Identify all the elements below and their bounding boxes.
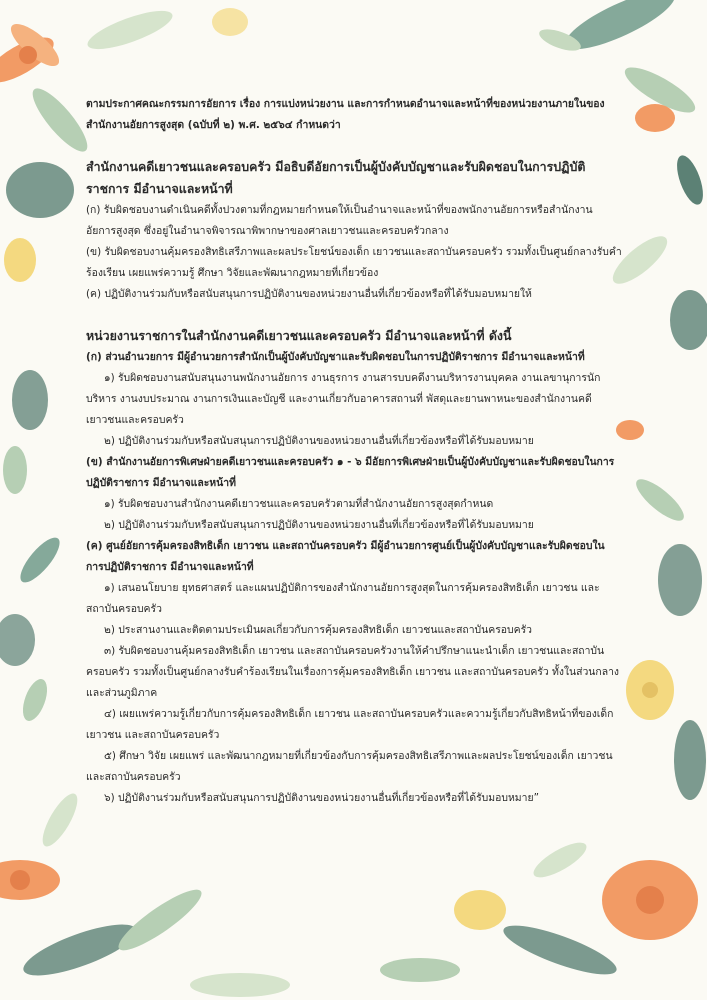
unit-c-item-1: ๑) เสนอนโยบาย ยุทธศาสตร์ และแผนปฏิบัติการของสำนักงานอัยการสูงสุดในการคุ้มครองสิทธิเด็ก เยาวชน และสถาบันครอบครัว <box>86 582 600 615</box>
office-item-kho2: (ค) ปฏิบัติงานร่วมกับหรือสนับสนุนการปฏิบัติงานของหน่วยงานอื่นที่เกี่ยวข้องหรือที่ได้รับมอบหมายให้ <box>86 288 532 300</box>
unit-b-item-2: ๒) ปฏิบัติงานร่วมกับหรือสนับสนุนการปฏิบัติงานของหน่วยงานอื่นที่เกี่ยวข้องหรือที่ได้รับมอบหมาย <box>104 519 534 531</box>
unit-c-item-3: ๓) รับผิดชอบงานคุ้มครองสิทธิเด็ก เยาวชน และสถาบันครอบครัวงานให้คำปรึกษาแนะนำเด็ก เยาวชนและสถาบันครอบครัว รวมทั้งเป็นศูนย์กลางรับคำร้องเรียนในเรื่องการคุ้มครองสิทธิเด็ก เยาวชน และสถาบันครอบครัว ทั้งในส่วนกลางและส่วนภูมิภาค <box>86 645 619 699</box>
unit-a-item-2: ๒) ปฏิบัติงานร่วมกับหรือสนับสนุนการปฏิบัติงานของหน่วยงานอื่นที่เกี่ยวข้องหรือที่ได้รับมอบหมาย <box>104 435 534 447</box>
unit-a-title: (ก) ส่วนอำนวยการ มีผู้อำนวยการสำนักเป็นผู้บังคับบัญชาและรับผิดชอบในการปฏิบัติราชการ มีอำนาจและหน้าที่ <box>86 351 585 363</box>
office-item-ka: (ก) รับผิดชอบงานดำเนินคดีทั้งปวงตามที่กฎหมายกำหนดให้เป็นอำนาจและหน้าที่ของพนักงานอัยการหรือสำนักงานอัยการสูงสุด ซึ่งอยู่ในอำนาจพิจารณาพิพากษาของศาลเยาวชนและครอบครัวกลาง <box>86 204 593 237</box>
office-item-kho: (ข) รับผิดชอบงานคุ้มครองสิทธิเสรีภาพและผลประโยชน์ของเด็ก เยาวชนและสถาบันครอบครัว รวมทั้งเป็นศูนย์กลางรับคำร้องเรียน เผยแพร่ความรู้ ศึกษา วิจัยและพัฒนากฎหมายที่เกี่ยวข้อง <box>86 246 622 279</box>
unit-c-item-4: ๔) เผยแพร่ความรู้เกี่ยวกับการคุ้มครองสิทธิเด็ก เยาวชน และสถาบันครอบครัวและความรู้เกี่ยวกับสิทธิหน้าที่ของเด็ก เยาวชน และสถาบันครอบครัว <box>86 708 614 741</box>
document-body <box>86 94 622 809</box>
unit-a-item-1: ๑) รับผิดชอบงานสนับสนุนงานพนักงานอัยการ งานธุรการ งานสารบบคดีงานบริหารงานบุคคล งานเลขานุการนักบริหาร งานงบประมาณ งานการเงินและบัญชี และงานเกี่ยวกับอาคารสถานที่ พัสดุและยานพาหนะของสำนักงานคดีเยาวชนและครอบครัว <box>86 372 601 426</box>
office-heading: สำนักงานคดีเยาวชนและครอบครัว มีอธิบดีอัยการเป็นผู้บังคับบัญชาและรับผิดชอบในการปฏิบัติราชการ มีอำนาจและหน้าที่ <box>86 159 586 196</box>
unit-c-item-2: ๒) ประสานงานและติดตามประเมินผลเกี่ยวกับการคุ้มครองสิทธิเด็ก เยาวชนและสถาบันครอบครัว <box>104 624 532 636</box>
intro-paragraph: ตามประกาศคณะกรรมการอัยการ เรื่อง การแบ่งหน่วยงาน และการกำหนดอำนาจและหน้าที่ของหน่วยงานภายในของสำนักงานอัยการสูงสุด (ฉบับที่ ๒) พ.ศ. ๒๕๖๔ กำหนดว่า <box>86 98 605 131</box>
unit-c-item-6: ๖) ปฏิบัติงานร่วมกับหรือสนับสนุนการปฏิบัติงานของหน่วยงานอื่นที่เกี่ยวข้องหรือที่ได้รับมอบหมาย” <box>104 792 539 804</box>
unit-b-title: (ข) สำนักงานอัยการพิเศษฝ่ายคดีเยาวชนและครอบครัว ๑ - ๖ มีอัยการพิเศษฝ่ายเป็นผู้บังคับบัญชาและรับผิดชอบในการปฏิบัติราชการ มีอำนาจและหน้าที่ <box>86 456 615 489</box>
unit-b-item-1: ๑) รับผิดชอบงานสำนักงานคดีเยาวชนและครอบครัวตามที่สำนักงานอัยการสูงสุดกำหนด <box>104 498 494 510</box>
unit-c-item-5: ๕) ศึกษา วิจัย เผยแพร่ และพัฒนากฎหมายที่เกี่ยวข้องกับการคุ้มครองสิทธิเสรีภาพและผลประโยชน์ของเด็ก เยาวชน และสถาบันครอบครัว <box>86 750 613 783</box>
unit-c-title: (ค) ศูนย์อัยการคุ้มครองสิทธิเด็ก เยาวชน และสถาบันครอบครัว มีผู้อำนวยการศูนย์เป็นผู้บังคับบัญชาและรับผิดชอบในการปฏิบัติราชการ มีอำนาจและหน้าที่ <box>86 540 605 573</box>
units-heading: หน่วยงานราชการในสำนักงานคดีเยาวชนและครอบครัว มีอำนาจและหน้าที่ ดังนี้ <box>86 328 512 343</box>
